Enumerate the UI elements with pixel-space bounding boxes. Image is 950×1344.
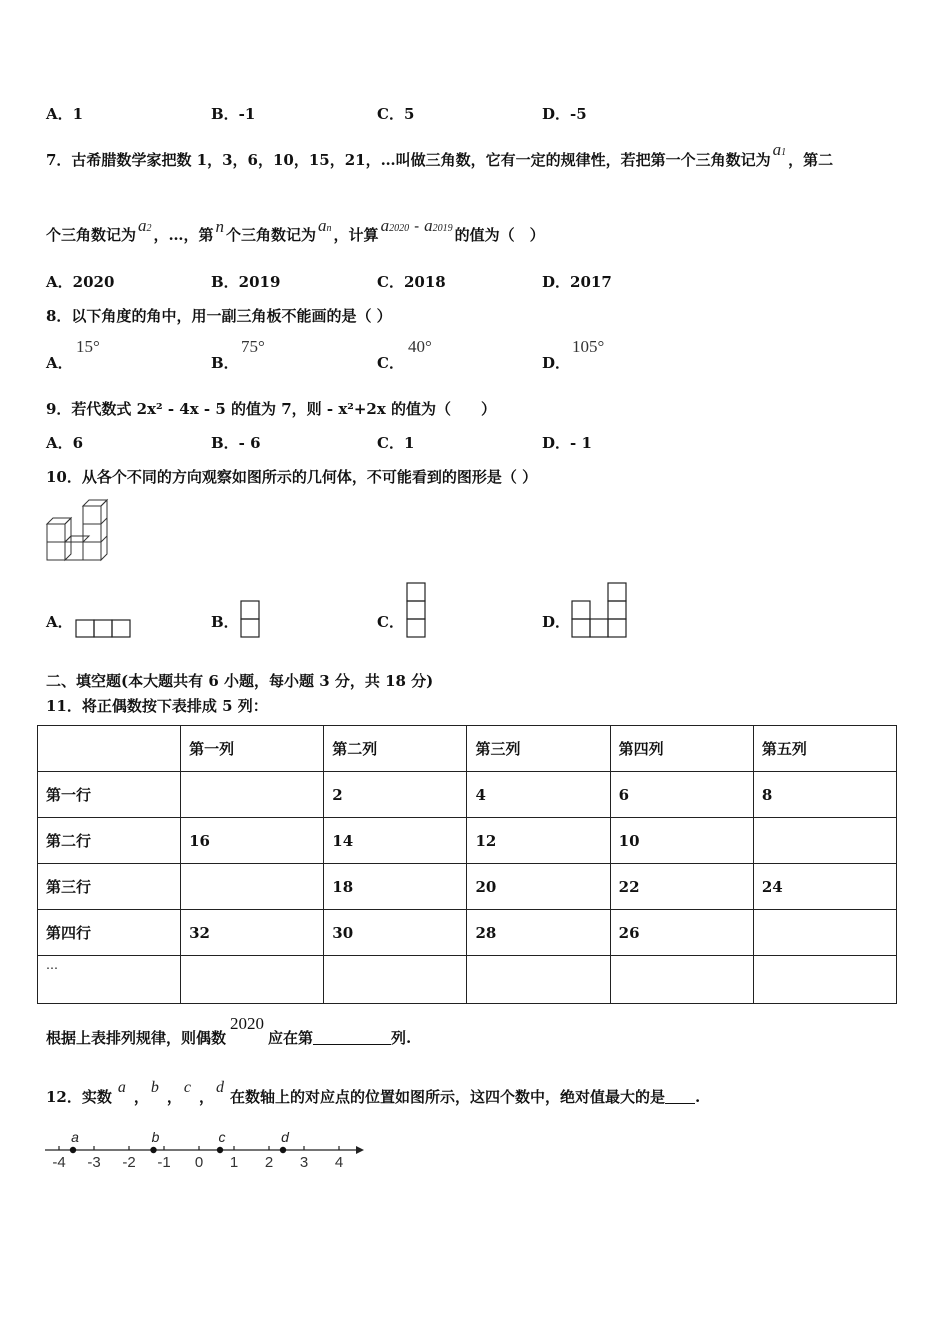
number-line-point-label-b: b: [151, 1129, 160, 1145]
table-cell: 22: [610, 864, 753, 910]
table-cell: [467, 956, 610, 1004]
q12-text-b: 在数轴上的对应点的位置如图所示，这四个数中，绝对值最大的是: [230, 1088, 666, 1106]
q7-expression: a2020 - a2019: [380, 216, 453, 235]
number-line-tick-label: 3: [299, 1154, 309, 1171]
q10-option-a: A．: [46, 613, 73, 631]
q8-option-c: C．: [377, 354, 404, 372]
number-line-tick-label: 2: [264, 1154, 274, 1171]
q7-option-c: C．2018: [377, 273, 446, 291]
q11-followup: [46, 1014, 412, 1048]
q12-text-a: 12．实数: [46, 1088, 112, 1106]
q8-option-a: A．: [46, 354, 73, 372]
table-header-cell: 第一列: [181, 726, 324, 772]
q10-figure-d: [571, 582, 631, 640]
q12-number-line: [40, 1124, 370, 1178]
q12-comma: ，: [166, 1088, 182, 1106]
table-header-row: [38, 726, 897, 772]
q8-angle-d: 105°: [572, 337, 605, 356]
q12-comma: ，: [133, 1088, 149, 1106]
table-cell: 30: [324, 910, 467, 956]
q7-text-1-end: ，第二: [788, 151, 834, 169]
number-line-tick-label: -3: [87, 1154, 101, 1171]
q12-letter-c: c: [183, 1079, 192, 1096]
q7-text-2d: ，计算: [333, 226, 379, 244]
q9-stem: 9．若代数式 2x² - 4x - 5 的值为 7，则 - x²+2x 的值为（ ）: [46, 400, 497, 418]
q11-number: 2020: [230, 1014, 265, 1033]
q12-letter-a: a: [117, 1079, 126, 1096]
q7-a2: a2: [138, 216, 152, 235]
q11-followup-text-a: 根据上表排列规律，则偶数: [46, 1029, 227, 1047]
q11-followup-text-b: 应在第: [268, 1029, 314, 1047]
q7-a1: a1: [772, 140, 787, 159]
q7-text-2a: 个三角数记为: [46, 226, 137, 244]
q11-table: [37, 725, 897, 1004]
q6-option-a: A．1: [46, 105, 84, 123]
number-line-point-label-d: d: [281, 1129, 289, 1145]
q7-text-2e: 的值为（ ）: [454, 226, 545, 244]
q10-stem: 10．从各个不同的方向观察如图所示的几何体，不可能看到的图形是（ ）: [46, 468, 538, 486]
q8-angle-c: 40°: [408, 337, 432, 356]
table-cell: 第一行: [38, 772, 181, 818]
table-header-cell: 第四列: [610, 726, 753, 772]
number-line-tick-label: 1: [229, 1154, 239, 1171]
table-cell: 第三行: [38, 864, 181, 910]
table-cell: 20: [467, 864, 610, 910]
q9-option-d: D．- 1: [542, 434, 592, 452]
table-header-cell: 第五列: [753, 726, 896, 772]
table-header-cell: [38, 726, 181, 772]
q12-letter-b: b: [150, 1079, 159, 1096]
q9-option-c: C．1: [377, 434, 415, 452]
number-line-tick-label: 4: [334, 1154, 344, 1171]
q7-option-d: D．2017: [542, 273, 612, 291]
table-cell: [324, 956, 467, 1004]
number-line-point-label-a: a: [71, 1129, 79, 1145]
q9-option-b: B．- 6: [211, 434, 261, 452]
q8-angle-b: 75°: [241, 337, 265, 356]
q7-an: an: [318, 216, 332, 235]
table-cell: [181, 956, 324, 1004]
table-cell: [181, 772, 324, 818]
q12-stem: [46, 1079, 701, 1107]
q6-option-c: C．5: [377, 105, 415, 123]
table-row: [38, 864, 897, 910]
number-line-point-label-c: c: [218, 1129, 226, 1145]
table-cell: 18: [324, 864, 467, 910]
number-line-tick-label: -1: [157, 1154, 171, 1171]
q10-solid-figure: [44, 498, 112, 562]
q8-option-d: D．: [542, 354, 571, 372]
table-cell: …: [38, 956, 181, 1004]
q8-angle-a: 15°: [76, 337, 100, 356]
table-cell: [753, 910, 896, 956]
q7-stem-line2: [46, 216, 545, 245]
q10-figure-c: [406, 582, 428, 640]
table-row: [38, 910, 897, 956]
table-header-cell: 第二列: [324, 726, 467, 772]
number-line-point-d: [280, 1147, 286, 1153]
table-cell: 24: [753, 864, 896, 910]
q7-text-2c: 个三角数记为: [226, 226, 317, 244]
table-cell: 14: [324, 818, 467, 864]
table-cell: [610, 956, 753, 1004]
table-cell: 10: [610, 818, 753, 864]
q7-stem-line1: [46, 140, 834, 170]
number-line-point-a: [70, 1147, 76, 1153]
number-line-point-b: [150, 1147, 156, 1153]
number-line-tick-label: 0: [194, 1154, 204, 1171]
q12-letter-d: d: [216, 1079, 225, 1096]
table-cell: 6: [610, 772, 753, 818]
q12-comma: ，: [199, 1088, 215, 1106]
q10-option-d: D．: [542, 613, 571, 631]
q7-text-2b: ，…，第: [153, 226, 214, 244]
table-cell: 8: [753, 772, 896, 818]
table-cell: 28: [467, 910, 610, 956]
q8-stem: 8．以下角度的角中，用一副三角板不能画的是（ ）: [46, 307, 392, 325]
table-row: [38, 956, 897, 1004]
q11-followup-text-c: 列.: [391, 1029, 412, 1047]
table-cell: 第二行: [38, 818, 181, 864]
q10-figure-a: [75, 619, 133, 639]
table-cell: [753, 818, 896, 864]
q10-option-c: C．: [377, 613, 404, 631]
table-cell: 第四行: [38, 910, 181, 956]
q12-answer-blank[interactable]: [665, 1089, 695, 1104]
q10-figure-b: [240, 600, 262, 640]
section-2-title: 二、填空题(本大题共有 6 小题，每小题 3 分，共 18 分): [46, 672, 434, 690]
q11-answer-blank[interactable]: [313, 1030, 391, 1045]
table-cell: 16: [181, 818, 324, 864]
table-row: [38, 772, 897, 818]
q11-stem: 11．将正偶数按下表排成 5 列：: [46, 697, 268, 715]
q10-option-b: B．: [211, 613, 239, 631]
q6-option-d: D．-5: [542, 105, 587, 123]
q8-option-b: B．: [211, 354, 239, 372]
table-cell: [181, 864, 324, 910]
table-cell: 12: [467, 818, 610, 864]
q7-n: n: [215, 217, 225, 236]
table-cell: 4: [467, 772, 610, 818]
table-cell: 26: [610, 910, 753, 956]
table-cell: 2: [324, 772, 467, 818]
number-line-arrow-icon: [356, 1146, 364, 1154]
q9-option-a: A．6: [46, 434, 84, 452]
table-cell: [753, 956, 896, 1004]
q7-option-a: A．2020: [46, 273, 115, 291]
table-header-cell: 第三列: [467, 726, 610, 772]
number-line-point-c: [217, 1147, 223, 1153]
table-row: [38, 818, 897, 864]
q7-text-1: 7．古希腊数学家把数 1，3，6，10，15，21，…叫做三角数，它有一定的规律性，若把第一个三角数记为: [46, 151, 771, 169]
number-line-tick-label: -4: [52, 1154, 66, 1171]
number-line-tick-label: -2: [122, 1154, 136, 1171]
q12-text-c: .: [695, 1088, 701, 1106]
q6-option-b: B．-1: [211, 105, 256, 123]
q7-option-b: B．2019: [211, 273, 281, 291]
table-cell: 32: [181, 910, 324, 956]
